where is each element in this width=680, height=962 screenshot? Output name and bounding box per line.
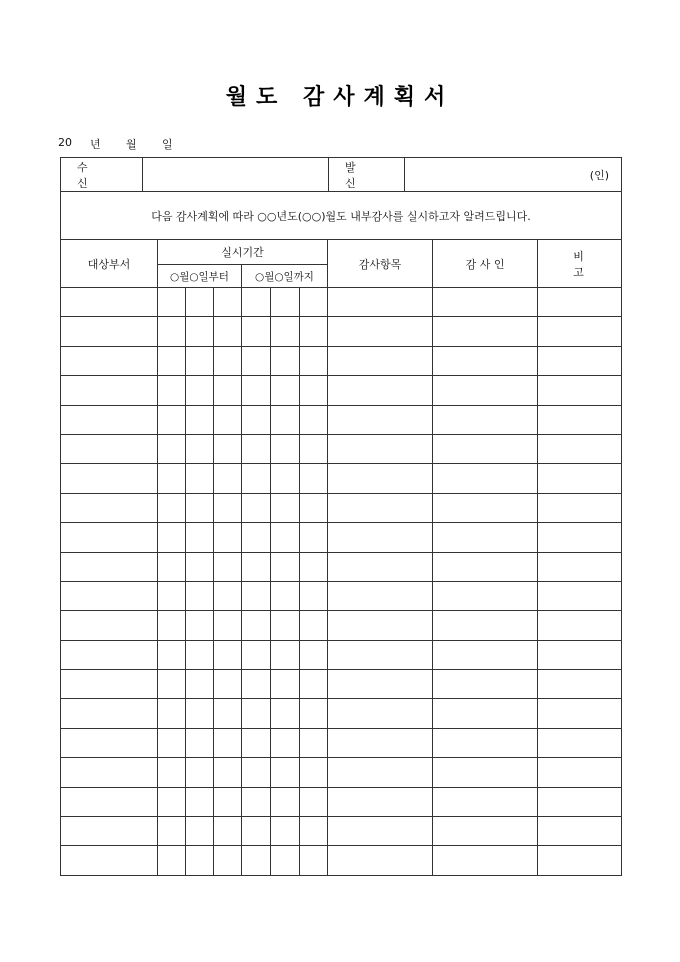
table-row: [61, 464, 622, 493]
cell-from-month[interactable]: [158, 346, 186, 375]
cell-auditor[interactable]: [433, 846, 538, 875]
cell-to-month[interactable]: [242, 317, 271, 346]
cell-department[interactable]: [61, 493, 158, 522]
cell-audit-item[interactable]: [328, 728, 433, 757]
cell-audit-item[interactable]: [328, 288, 433, 317]
cell-department[interactable]: [61, 434, 158, 463]
cell-department[interactable]: [61, 699, 158, 728]
cell-department[interactable]: [61, 728, 158, 757]
cell-to-rest[interactable]: [300, 758, 328, 787]
cell-audit-item[interactable]: [328, 523, 433, 552]
date-year-label: 년: [90, 138, 101, 151]
sender-field[interactable]: [405, 158, 622, 192]
cell-remarks[interactable]: [538, 787, 622, 816]
seal-label: (인): [589, 168, 609, 182]
cell-remarks[interactable]: [538, 376, 622, 405]
cell-to-month[interactable]: [242, 846, 271, 875]
cell-audit-item[interactable]: [328, 699, 433, 728]
cell-department[interactable]: [61, 552, 158, 581]
header-table: [60, 157, 622, 240]
cell-department[interactable]: [61, 405, 158, 434]
date-day-label: 일: [162, 138, 173, 151]
cell-to-month[interactable]: [242, 405, 271, 434]
cell-to-day[interactable]: [271, 434, 300, 463]
cell-to-month[interactable]: [242, 758, 271, 787]
col-period: 실시기간: [158, 240, 328, 265]
cell-from-day[interactable]: [186, 523, 214, 552]
cell-remarks[interactable]: [538, 640, 622, 669]
cell-to-day[interactable]: [271, 405, 300, 434]
cell-from-day[interactable]: [186, 493, 214, 522]
cell-to-month[interactable]: [242, 346, 271, 375]
cell-department[interactable]: [61, 846, 158, 875]
document-date: [58, 136, 182, 152]
cell-to-day[interactable]: [271, 817, 300, 846]
cell-to-rest[interactable]: [300, 640, 328, 669]
cell-from-month[interactable]: [158, 758, 186, 787]
cell-from-month[interactable]: [158, 611, 186, 640]
cell-audit-item[interactable]: [328, 434, 433, 463]
cell-from-day[interactable]: [186, 611, 214, 640]
cell-to-month[interactable]: [242, 434, 271, 463]
cell-from-month[interactable]: [158, 728, 186, 757]
cell-from-rest[interactable]: [214, 758, 242, 787]
cell-remarks[interactable]: [538, 758, 622, 787]
cell-from-rest[interactable]: [214, 376, 242, 405]
cell-department[interactable]: [61, 346, 158, 375]
cell-to-day[interactable]: [271, 523, 300, 552]
cell-department[interactable]: [61, 787, 158, 816]
table-row: [61, 817, 622, 846]
cell-to-month[interactable]: [242, 376, 271, 405]
cell-department[interactable]: [61, 817, 158, 846]
cell-from-rest[interactable]: [214, 699, 242, 728]
cell-to-month[interactable]: [242, 817, 271, 846]
cell-from-month[interactable]: [158, 464, 186, 493]
col-period-from: ○월○일부터: [158, 265, 242, 288]
cell-from-rest[interactable]: [214, 317, 242, 346]
cell-remarks[interactable]: [538, 728, 622, 757]
cell-to-day[interactable]: [271, 758, 300, 787]
cell-to-rest[interactable]: [300, 552, 328, 581]
col-period-to: ○월○일까지: [242, 265, 328, 288]
cell-to-month[interactable]: [242, 728, 271, 757]
cell-remarks[interactable]: [538, 317, 622, 346]
cell-from-month[interactable]: [158, 523, 186, 552]
cell-from-day[interactable]: [186, 288, 214, 317]
cell-auditor[interactable]: [433, 611, 538, 640]
cell-audit-item[interactable]: [328, 376, 433, 405]
cell-department[interactable]: [61, 670, 158, 699]
cell-auditor[interactable]: [433, 817, 538, 846]
cell-remarks[interactable]: [538, 434, 622, 463]
cell-from-rest[interactable]: [214, 728, 242, 757]
cell-from-rest[interactable]: [214, 581, 242, 610]
cell-auditor[interactable]: [433, 699, 538, 728]
cell-to-rest[interactable]: [300, 288, 328, 317]
cell-audit-item[interactable]: [328, 640, 433, 669]
cell-audit-item[interactable]: [328, 817, 433, 846]
cell-from-month[interactable]: [158, 552, 186, 581]
cell-to-month[interactable]: [242, 552, 271, 581]
cell-auditor[interactable]: [433, 581, 538, 610]
table-row: [61, 670, 622, 699]
cell-auditor[interactable]: [433, 317, 538, 346]
cell-from-rest[interactable]: [214, 464, 242, 493]
cell-to-day[interactable]: [271, 581, 300, 610]
cell-auditor[interactable]: [433, 346, 538, 375]
cell-auditor[interactable]: [433, 758, 538, 787]
col-remarks: 비 고: [538, 240, 622, 288]
cell-to-rest[interactable]: [300, 317, 328, 346]
cell-from-rest[interactable]: [214, 405, 242, 434]
cell-department[interactable]: [61, 317, 158, 346]
cell-from-day[interactable]: [186, 640, 214, 669]
cell-to-rest[interactable]: [300, 817, 328, 846]
cell-remarks[interactable]: [538, 699, 622, 728]
cell-to-day[interactable]: [271, 611, 300, 640]
table-row: [61, 493, 622, 522]
cell-from-day[interactable]: [186, 552, 214, 581]
table-row: [61, 640, 622, 669]
cell-from-rest[interactable]: [214, 493, 242, 522]
cell-to-day[interactable]: [271, 346, 300, 375]
col-department: 대상부서: [61, 240, 158, 288]
table-row: [61, 552, 622, 581]
cell-from-month[interactable]: [158, 493, 186, 522]
cell-audit-item[interactable]: [328, 405, 433, 434]
cell-from-rest[interactable]: [214, 288, 242, 317]
date-month-label: 월: [126, 138, 137, 151]
cell-to-day[interactable]: [271, 699, 300, 728]
cell-to-month[interactable]: [242, 611, 271, 640]
cell-to-day[interactable]: [271, 376, 300, 405]
cell-department[interactable]: [61, 523, 158, 552]
cell-to-month[interactable]: [242, 670, 271, 699]
cell-audit-item[interactable]: [328, 846, 433, 875]
date-year-prefix: 20: [58, 136, 72, 149]
table-row: [61, 405, 622, 434]
cell-from-rest[interactable]: [214, 552, 242, 581]
cell-auditor[interactable]: [433, 552, 538, 581]
receiver-label: 수 신: [61, 158, 143, 192]
cell-to-day[interactable]: [271, 640, 300, 669]
cell-from-month[interactable]: [158, 317, 186, 346]
cell-from-day[interactable]: [186, 464, 214, 493]
cell-to-month[interactable]: [242, 640, 271, 669]
cell-remarks[interactable]: [538, 817, 622, 846]
cell-department[interactable]: [61, 288, 158, 317]
cell-to-month[interactable]: [242, 493, 271, 522]
cell-from-day[interactable]: [186, 434, 214, 463]
sender-label: 발 신: [329, 158, 405, 192]
cell-auditor[interactable]: [433, 434, 538, 463]
cell-from-day[interactable]: [186, 581, 214, 610]
col-auditor: 감 사 인: [433, 240, 538, 288]
table-row: [61, 728, 622, 757]
cell-from-day[interactable]: [186, 699, 214, 728]
cell-from-rest[interactable]: [214, 640, 242, 669]
cell-audit-item[interactable]: [328, 493, 433, 522]
cell-to-rest[interactable]: [300, 581, 328, 610]
cell-to-rest[interactable]: [300, 846, 328, 875]
col-audit-item: 감사항목: [328, 240, 433, 288]
cell-to-rest[interactable]: [300, 670, 328, 699]
cell-from-day[interactable]: [186, 758, 214, 787]
table-row: [61, 787, 622, 816]
cell-auditor[interactable]: [433, 376, 538, 405]
cell-audit-item[interactable]: [328, 464, 433, 493]
cell-to-rest[interactable]: [300, 699, 328, 728]
cell-remarks[interactable]: [538, 581, 622, 610]
cell-from-day[interactable]: [186, 817, 214, 846]
cell-from-rest[interactable]: [214, 846, 242, 875]
cell-from-day[interactable]: [186, 317, 214, 346]
table-row: [61, 346, 622, 375]
cell-to-rest[interactable]: [300, 728, 328, 757]
cell-to-month[interactable]: [242, 464, 271, 493]
cell-department[interactable]: [61, 581, 158, 610]
cell-auditor[interactable]: [433, 405, 538, 434]
cell-from-rest[interactable]: [214, 346, 242, 375]
cell-to-day[interactable]: [271, 288, 300, 317]
cell-to-rest[interactable]: [300, 464, 328, 493]
cell-auditor[interactable]: [433, 640, 538, 669]
cell-auditor[interactable]: [433, 464, 538, 493]
cell-auditor[interactable]: [433, 787, 538, 816]
cell-from-rest[interactable]: [214, 523, 242, 552]
cell-from-day[interactable]: [186, 346, 214, 375]
table-row: [61, 846, 622, 875]
cell-from-day[interactable]: [186, 670, 214, 699]
cell-auditor[interactable]: [433, 670, 538, 699]
cell-to-rest[interactable]: [300, 376, 328, 405]
cell-remarks[interactable]: [538, 464, 622, 493]
cell-remarks[interactable]: [538, 552, 622, 581]
cell-to-month[interactable]: [242, 581, 271, 610]
cell-department[interactable]: [61, 376, 158, 405]
cell-auditor[interactable]: [433, 288, 538, 317]
cell-to-rest[interactable]: [300, 346, 328, 375]
table-row: [61, 317, 622, 346]
cell-from-month[interactable]: [158, 581, 186, 610]
cell-to-month[interactable]: [242, 787, 271, 816]
cell-auditor[interactable]: [433, 493, 538, 522]
cell-from-month[interactable]: [158, 434, 186, 463]
cell-from-rest[interactable]: [214, 434, 242, 463]
cell-audit-item[interactable]: [328, 346, 433, 375]
cell-department[interactable]: [61, 464, 158, 493]
receiver-field[interactable]: [143, 158, 329, 192]
cell-from-rest[interactable]: [214, 787, 242, 816]
cell-from-day[interactable]: [186, 846, 214, 875]
table-row: [61, 523, 622, 552]
audit-plan-table: [60, 239, 622, 876]
document-title: 월도 감사계획서: [225, 84, 455, 110]
table-row: [61, 699, 622, 728]
table-row: [61, 581, 622, 610]
cell-from-rest[interactable]: [214, 817, 242, 846]
cell-to-day[interactable]: [271, 317, 300, 346]
cell-to-day[interactable]: [271, 728, 300, 757]
cell-to-month[interactable]: [242, 288, 271, 317]
cell-from-month[interactable]: [158, 670, 186, 699]
cell-remarks[interactable]: [538, 493, 622, 522]
cell-to-rest[interactable]: [300, 523, 328, 552]
cell-remarks[interactable]: [538, 405, 622, 434]
cell-from-month[interactable]: [158, 405, 186, 434]
cell-remarks[interactable]: [538, 846, 622, 875]
cell-remarks[interactable]: [538, 611, 622, 640]
cell-from-day[interactable]: [186, 728, 214, 757]
cell-from-month[interactable]: [158, 846, 186, 875]
notice-text: 다음 감사계획에 따라 ○○년도(○○)월도 내부감사를 실시하고자 알려드립니다.: [61, 192, 622, 240]
cell-from-month[interactable]: [158, 376, 186, 405]
cell-remarks[interactable]: [538, 670, 622, 699]
cell-to-month[interactable]: [242, 523, 271, 552]
cell-to-rest[interactable]: [300, 611, 328, 640]
cell-from-rest[interactable]: [214, 611, 242, 640]
cell-to-rest[interactable]: [300, 434, 328, 463]
cell-from-month[interactable]: [158, 817, 186, 846]
cell-to-day[interactable]: [271, 552, 300, 581]
cell-department[interactable]: [61, 611, 158, 640]
table-row: [61, 376, 622, 405]
cell-audit-item[interactable]: [328, 317, 433, 346]
cell-audit-item[interactable]: [328, 787, 433, 816]
cell-to-day[interactable]: [271, 787, 300, 816]
cell-from-rest[interactable]: [214, 670, 242, 699]
cell-from-day[interactable]: [186, 787, 214, 816]
cell-to-rest[interactable]: [300, 493, 328, 522]
cell-from-month[interactable]: [158, 288, 186, 317]
cell-remarks[interactable]: [538, 288, 622, 317]
table-row: [61, 288, 622, 317]
cell-department[interactable]: [61, 758, 158, 787]
cell-remarks[interactable]: [538, 523, 622, 552]
cell-from-month[interactable]: [158, 640, 186, 669]
cell-remarks[interactable]: [538, 346, 622, 375]
cell-audit-item[interactable]: [328, 670, 433, 699]
table-row: [61, 434, 622, 463]
cell-from-day[interactable]: [186, 405, 214, 434]
cell-to-day[interactable]: [271, 670, 300, 699]
cell-audit-item[interactable]: [328, 552, 433, 581]
table-row: [61, 758, 622, 787]
cell-to-day[interactable]: [271, 493, 300, 522]
cell-to-day[interactable]: [271, 464, 300, 493]
cell-audit-item[interactable]: [328, 758, 433, 787]
cell-from-month[interactable]: [158, 787, 186, 816]
cell-department[interactable]: [61, 640, 158, 669]
cell-to-day[interactable]: [271, 846, 300, 875]
cell-audit-item[interactable]: [328, 581, 433, 610]
table-row: [61, 611, 622, 640]
cell-auditor[interactable]: [433, 728, 538, 757]
cell-auditor[interactable]: [433, 523, 538, 552]
cell-from-day[interactable]: [186, 376, 214, 405]
cell-to-rest[interactable]: [300, 787, 328, 816]
cell-from-month[interactable]: [158, 699, 186, 728]
cell-to-rest[interactable]: [300, 405, 328, 434]
cell-to-month[interactable]: [242, 699, 271, 728]
cell-audit-item[interactable]: [328, 611, 433, 640]
